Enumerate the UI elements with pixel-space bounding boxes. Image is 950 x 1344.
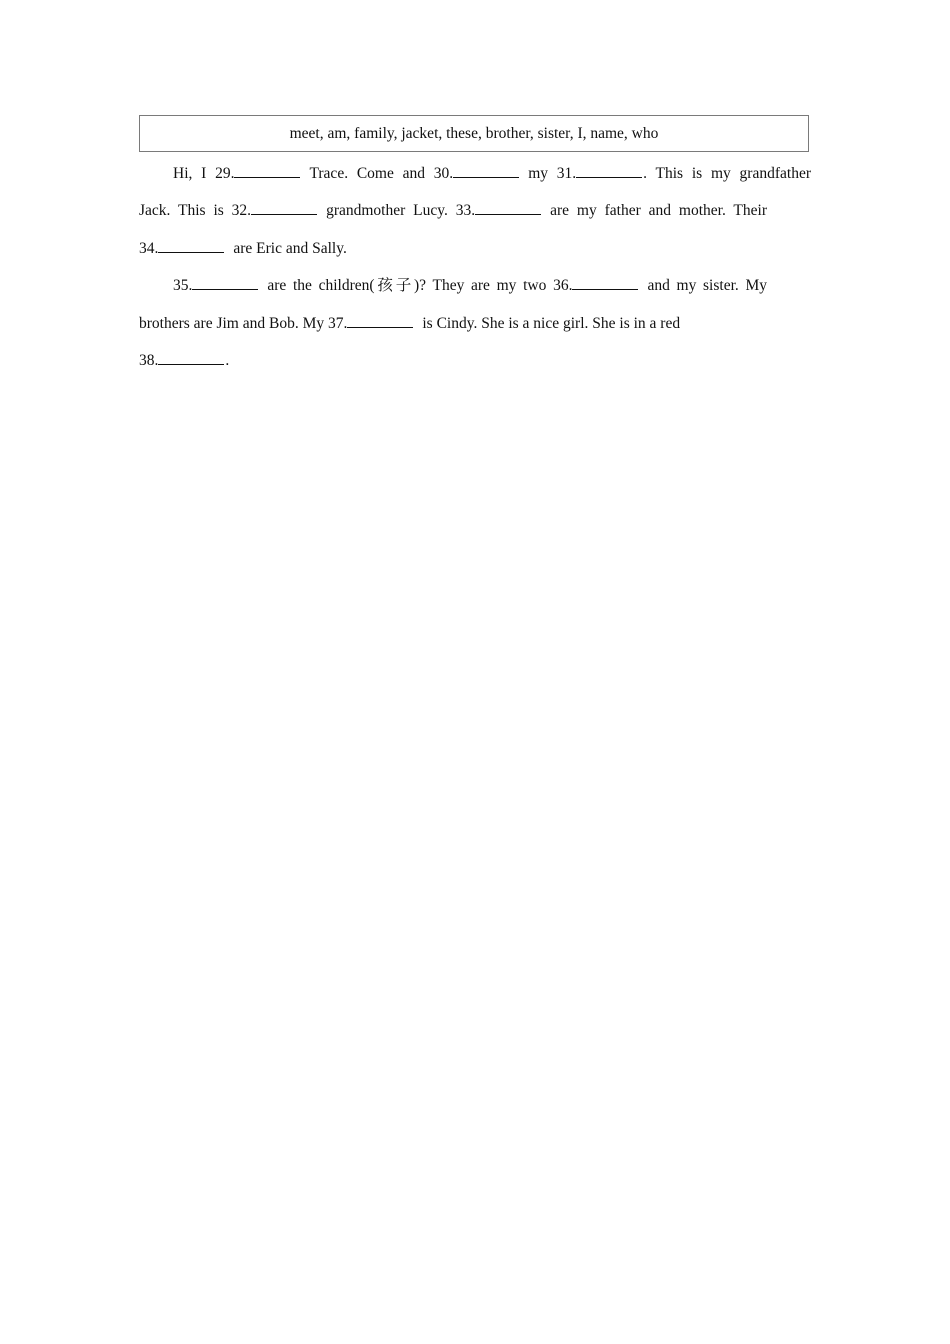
text: 38. — [139, 352, 159, 369]
text: are the children(孩子)? They are my two 36. — [267, 277, 573, 294]
blank-32[interactable] — [251, 200, 317, 215]
word-bank-box — [139, 115, 809, 152]
paragraph1-line2 — [139, 200, 767, 221]
blank-37[interactable] — [347, 313, 413, 328]
text: Jack. This is 32. — [139, 202, 252, 219]
text: is Cindy. She is a nice girl. She is in a red — [422, 315, 681, 332]
paragraph1-line1 — [173, 163, 811, 184]
blank-34[interactable] — [158, 238, 224, 253]
text: brothers are Jim and Bob. My 37. — [139, 315, 348, 332]
blank-38[interactable] — [158, 350, 224, 365]
text: 35. — [173, 277, 193, 294]
text: Hi, I 29. — [173, 165, 235, 182]
text: 34. — [139, 240, 159, 257]
blank-36[interactable] — [572, 275, 638, 290]
text: . — [225, 352, 230, 369]
text: are Eric and Sally. — [233, 240, 347, 257]
paragraph1-line3 — [139, 238, 811, 259]
paragraph2-line2 — [139, 313, 811, 334]
text: my 31. — [528, 165, 577, 182]
word-bank-text: meet, am, family, jacket, these, brother, sister, I, name, who — [289, 124, 659, 142]
text: . This is my grandfather — [643, 165, 811, 182]
text: Trace. Come and 30. — [309, 165, 454, 182]
text: grandmother Lucy. 33. — [326, 202, 476, 219]
text: and my sister. My — [647, 277, 767, 294]
paragraph2-line3 — [139, 350, 811, 371]
blank-29[interactable] — [234, 163, 300, 178]
blank-35[interactable] — [192, 275, 258, 290]
blank-30[interactable] — [453, 163, 519, 178]
blank-31[interactable] — [576, 163, 642, 178]
paragraph2-line1 — [173, 275, 767, 296]
text: are my father and mother. Their — [550, 202, 767, 219]
blank-33[interactable] — [475, 200, 541, 215]
